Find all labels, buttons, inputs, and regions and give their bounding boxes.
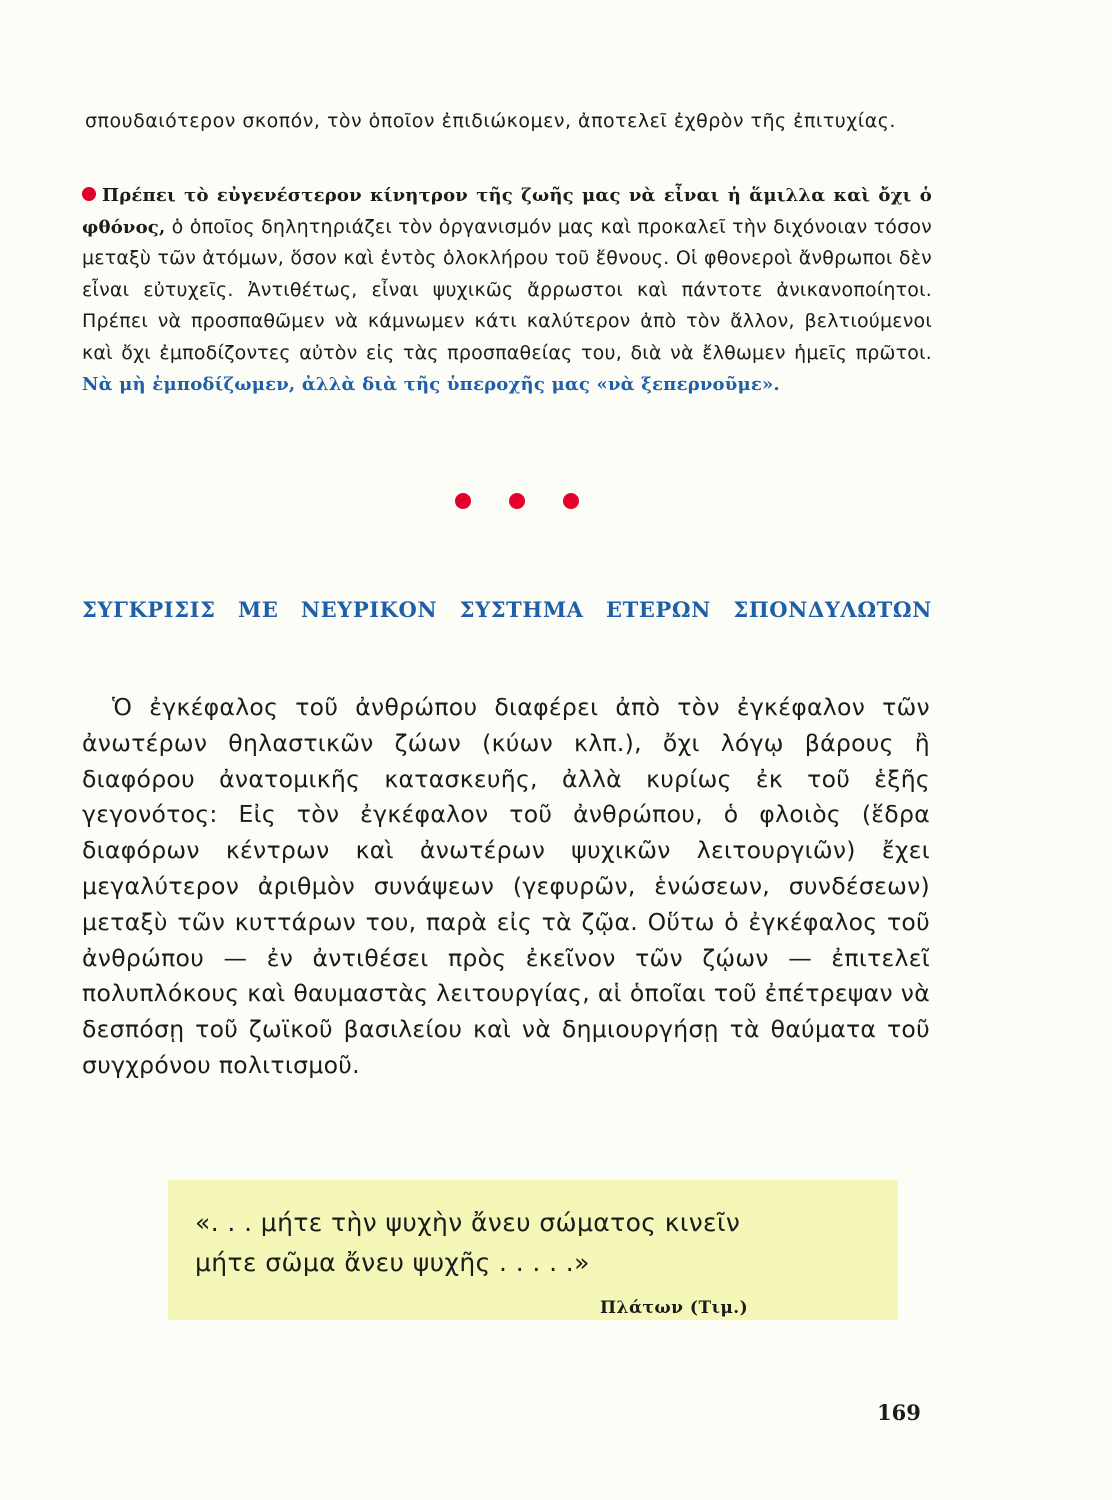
note-text: ὁ ὁποῖος δηλητηριάζει τὸν ὀργανισμόν μας καὶ προκαλεῖ τὴν διχόνοιαν τόσον μεταξὺ τῶν ἀτόμων, ὅσον καὶ ἐντὸς ὁλοκλήρου τοῦ ἔθνους. Οἱ φθονεροὶ ἄνθρωποι δὲν εἶναι εὐτυχεῖς. Ἀντιθέτως, εἶναι ψυχικῶς ἄρρωστοι καὶ πάντοτε ἀνικανοποίητοι. Πρέπει νὰ προσπαθῶμεν νὰ κάμνωμεν κάτι καλύτερον ἀπὸ τὸν ἄλλον, βελτιούμενοι καὶ ὄχι ἐμποδίζοντες αὐτὸν εἰς τὰς προσπαθείας του, διὰ νὰ ἔλθωμεν ἡμεῖς πρῶτοι. xyxy=(82,215,932,364)
highlight-note xyxy=(82,180,932,401)
heading-word: ΣΥΓΚΡΙΣΙΣ xyxy=(82,597,216,622)
heading-word: ΣΠΟΝΔΥΛΩΤΩΝ xyxy=(733,597,932,622)
red-bullet-icon xyxy=(82,187,96,201)
heading-word: ΜΕ xyxy=(237,597,279,622)
note-blue-end: Νὰ μὴ ἐμποδίζωμεν, ἀλλὰ διὰ τῆς ὑπεροχῆς μας «νὰ ξεπερνοῦμε». xyxy=(82,374,780,395)
quote-author: Πλάτων (Τιμ.) xyxy=(600,1298,749,1318)
red-dot-icon xyxy=(455,493,471,509)
quote-line-1: «. . . μήτε τὴν ψυχὴν ἄνευ σώματος κινεῖν xyxy=(195,1208,741,1237)
quote-line-2: μήτε σῶμα ἄνευ ψυχῆς . . . . .» xyxy=(195,1248,590,1277)
heading-word: ΣΥΣΤΗΜΑ xyxy=(459,597,584,622)
note-bold-start: Πρέπει τὸ εὐγενέστερον κίνητρον τῆς ζωῆς μας νὰ εἶναι ἡ ἅμιλλα καὶ ὄχι ὁ φθόνος, xyxy=(82,185,932,238)
section-divider xyxy=(455,493,579,509)
heading-word: ΝΕΥΡΙΚΟΝ xyxy=(300,597,438,622)
heading-word: ΕΤΕΡΩΝ xyxy=(606,597,711,622)
page-number: 169 xyxy=(877,1400,921,1425)
red-dot-icon xyxy=(509,493,525,509)
red-dot-icon xyxy=(563,493,579,509)
top-continuation-line: σπουδαιότερον σκοπόν, τὸν ὁποῖον ἐπιδιώκομεν, ἀποτελεῖ ἐχθρὸν τῆς ἐπιτυχίας. xyxy=(85,110,896,132)
body-paragraph: Ὁ ἐγκέφαλος τοῦ ἀνθρώπου διαφέρει ἀπὸ τὸν ἐγκέφαλον τῶν ἀνωτέρων θηλαστικῶν ζώων (κύων κλπ.), ὄχι λόγῳ βάρους ἢ διαφόρου ἀνατομικῆς κατασκευῆς, ἀλλὰ κυρίως ἐκ τοῦ ἑξῆς γεγονότος: Εἰς τὸν ἐγκέφαλον τοῦ ἀνθρώπου, ὁ φλοιὸς (ἕδρα διαφόρων κέντρων καὶ ἀνωτέρων ψυχικῶν λειτουργιῶν) ἔχει μεγαλύτερον ἀριθμὸν συνάψεων (γεφυρῶν, ἑνώσεων, συνδέσεων) μεταξὺ τῶν κυττάρων του, παρὰ εἰς τὰ ζῷα. Οὕτω ὁ ἐγκέφαλος τοῦ ἀνθρώπου — ἐν ἀντιθέσει πρὸς ἐκεῖνον τῶν ζῴων — ἐπιτελεῖ πολυπλόκους καὶ θαυμαστὰς λειτουργίας, αἱ ὁποῖαι τοῦ ἐπέτρεψαν νὰ δεσπόσῃ τοῦ ζωϊκοῦ βασιλείου καὶ νὰ δημιουργήσῃ τὰ θαύματα τοῦ συγχρόνου πολιτισμοῦ. xyxy=(82,693,930,1079)
quote-text xyxy=(195,1203,875,1283)
section-heading xyxy=(82,597,932,622)
